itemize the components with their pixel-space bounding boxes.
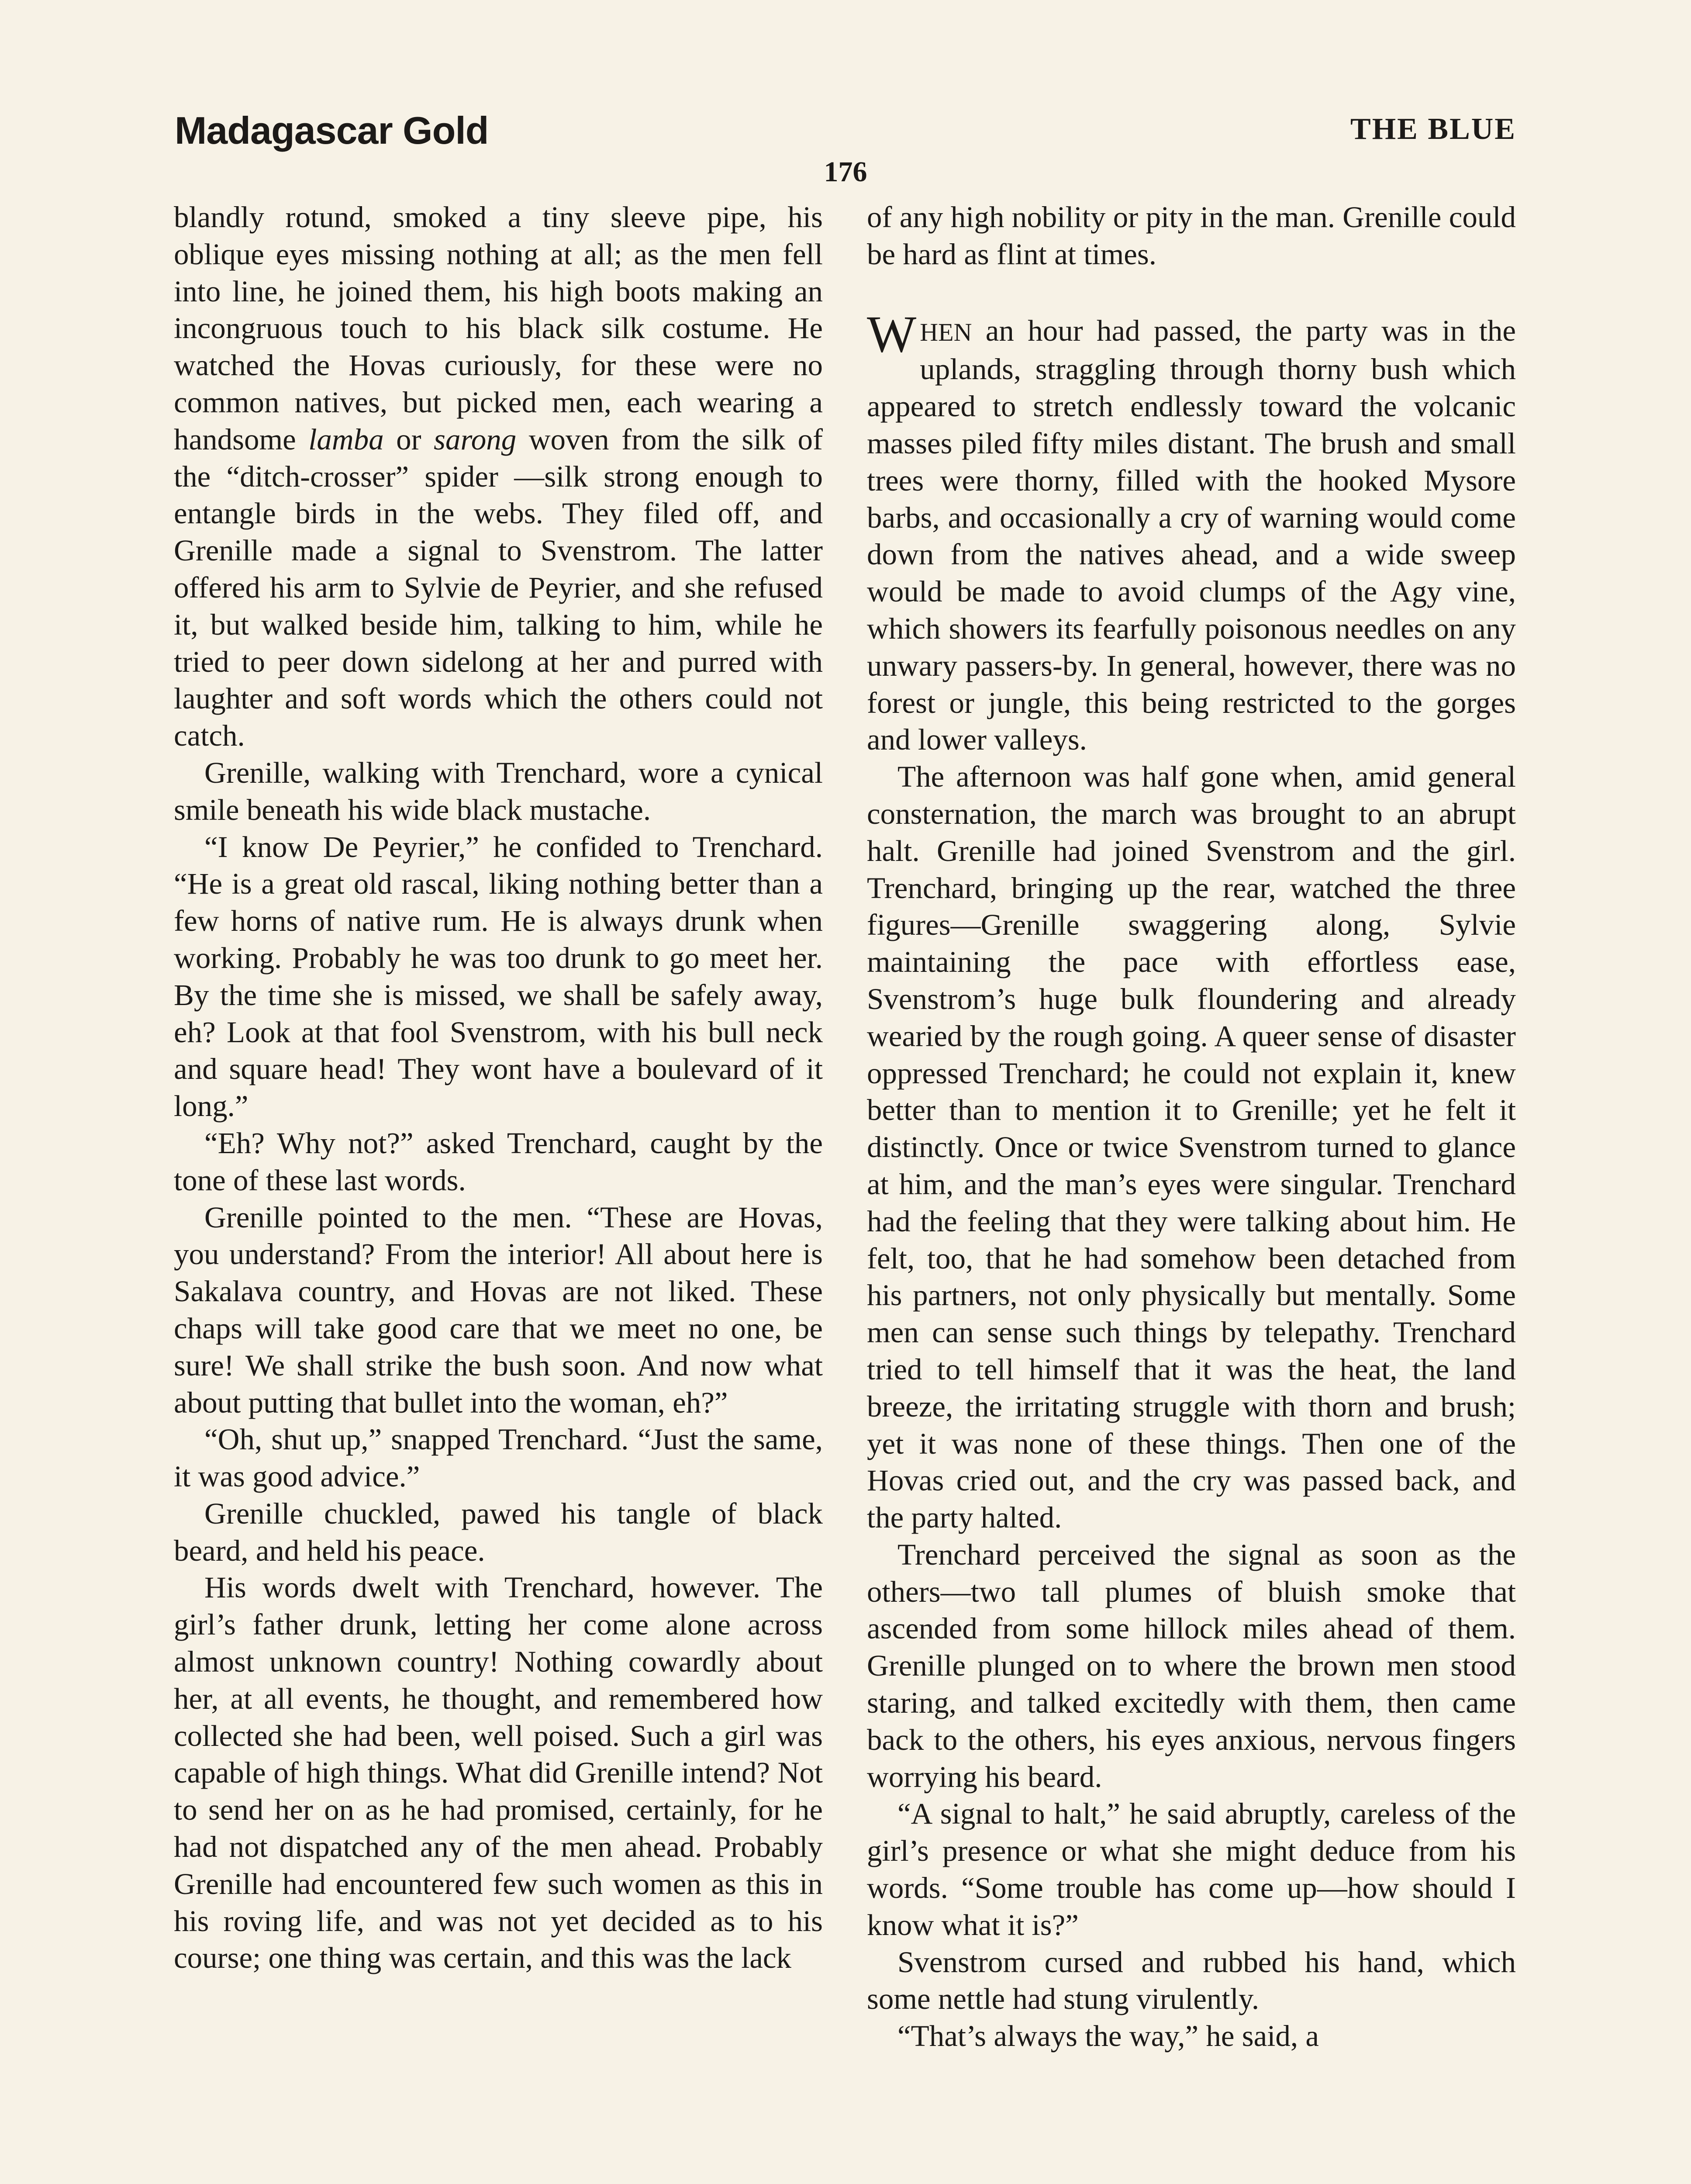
magazine-name: THE BLUE <box>1350 112 1516 146</box>
right-column <box>867 199 1516 2055</box>
paragraph: of any high nobility or pity in the man. Grenille could be hard as flint at times. <box>867 200 1516 271</box>
paragraph: “That’s always the way,” he said, a <box>897 2019 1319 2053</box>
text-run: blandly rotund, smoked a tiny sleeve pipe, his oblique eyes missing nothing at all; as the men fell into line, he joined them, his high boots making an incongruous touch to his black silk costume. He watched the Hovas curiously, for these were no common natives, but picked men, each wearing a handsome <box>174 200 823 456</box>
italic-term: lamba <box>308 422 384 456</box>
paragraph: “I know De Peyrier,” he confided to Trenchard. “He is a great old rascal, liking nothing better than a few horns of native rum. He is always drunk when working. Probably he was too drunk to go meet her. By the time she is missed, we shall be safely away, eh? Look at that fool Svenstrom, with his bull neck and square head! They wont have a boulevard of it long.” <box>174 830 823 1123</box>
small-caps-lead: HEN <box>920 318 972 346</box>
italic-term: sarong <box>434 422 517 456</box>
paragraph: Svenstrom cursed and rubbed his hand, which some nettle had stung virulently. <box>867 1945 1516 2016</box>
left-column <box>174 199 823 1977</box>
paragraph: His words dwelt with Trenchard, however. The girl’s father drunk, letting her come alone across almost unknown country! Nothing cowardly about her, at all events, he thought, and remembered how collected she had been, well poised. Such a girl was capable of high things. What did Grenille intend? Not to send her on as he had promised, certainly, for he had not dispatched any of the men ahead. Probably Grenille had encountered few such women as this in his roving life, and was not yet decided as to his course; one thing was certain, and this was the lack <box>174 1571 823 1975</box>
paragraph: Trenchard perceived the signal as soon as the others—two tall plumes of bluish smoke that ascended from some hillock miles ahead of them. Grenille plunged on to where the brown men stood staring, and talked excitedly with them, then came back to the others, his eyes anxious, nervous fingers worrying his beard. <box>867 1538 1516 1794</box>
paragraph: Grenille pointed to the men. “These are Hovas, you understand? From the interior! All about here is Sakalava country, and Hovas are not liked. These chaps will take good care that we meet no one, be sure! We shall strike the bush soon. And now what about putting that bullet into the woman, eh?” <box>174 1200 823 1419</box>
paragraph: Grenille chuckled, pawed his tangle of black beard, and held his peace. <box>174 1496 823 1567</box>
paragraph: The afternoon was half gone when, amid general consternation, the march was brought to an abrupt halt. Grenille had joined Svenstrom and the girl. Trenchard, bringing up the rear, watched the three figures—Grenille swaggering along, Sylvie maintaining the pace with effortless ease, Svenstrom’s huge bulk floundering and already wearied by the rough going. A queer sense of disaster oppressed Trenchard; he could not explain it, knew better than to mention it to Grenille; yet he felt it distinctly. Once or twice Svenstrom turned to glance at him, and the man’s eyes were singular. Trenchard had the feeling that they were talking about him. He felt, too, that he had somehow been detached from his partners, not only physically but mentally. Some men can sense such things by telepathy. Trenchard tried to tell himself that it was the heat, the land breeze, the irritating struggle with thorn and brush; yet it was none of these things. Then one of the Hovas cried out, and the cry was passed back, and the party halted. <box>867 760 1516 1534</box>
drop-cap: W <box>867 304 917 363</box>
text-run: woven from the silk of the “ditch-crosser” spider —silk strong enough to entangle birds in the webs. They filed off, and Grenille made a signal to Svenstrom. The latter offered his arm to Sylvie de Peyrier, and she refused it, but walked beside him, talking to him, while he tried to peer down sidelong at her and purred with laughter and soft words which the others could not catch. <box>174 422 823 753</box>
running-title: Madagascar Gold <box>175 109 489 152</box>
text-run: an hour had passed, the party was in the uplands, straggling through thorny bush which appeared to stretch endlessly toward the volcanic masses piled fifty miles distant. The brush and small trees were thorny, filled with the hooked Mysore barbs, and occasionally a cry of warning would come down from the natives ahead, and a wide sweep would be made to avoid clumps of the Agy vine, which showers its fearfully poisonous needles on any unwary passers-by. In general, however, there was no forest or jungle, this being restricted to the gorges and lower valleys. <box>867 314 1516 757</box>
paragraph: Grenille, walking with Trenchard, wore a cynical smile beneath his wide black mustache. <box>174 756 823 826</box>
section-opening-paragraph <box>867 304 1516 759</box>
paragraph: “Eh? Why not?” asked Trenchard, caught by the tone of these last words. <box>174 1126 823 1197</box>
paragraph: “Oh, shut up,” snapped Trenchard. “Just the same, it was good advice.” <box>174 1423 823 1493</box>
text-run: or <box>383 422 434 456</box>
paragraph: “A signal to halt,” he said abruptly, careless of the girl’s presence or what she might deduce from his words. “Some trouble has come up—how should I know what it is?” <box>867 1797 1516 1942</box>
page-number: 176 <box>824 156 867 188</box>
paragraph <box>174 199 823 754</box>
